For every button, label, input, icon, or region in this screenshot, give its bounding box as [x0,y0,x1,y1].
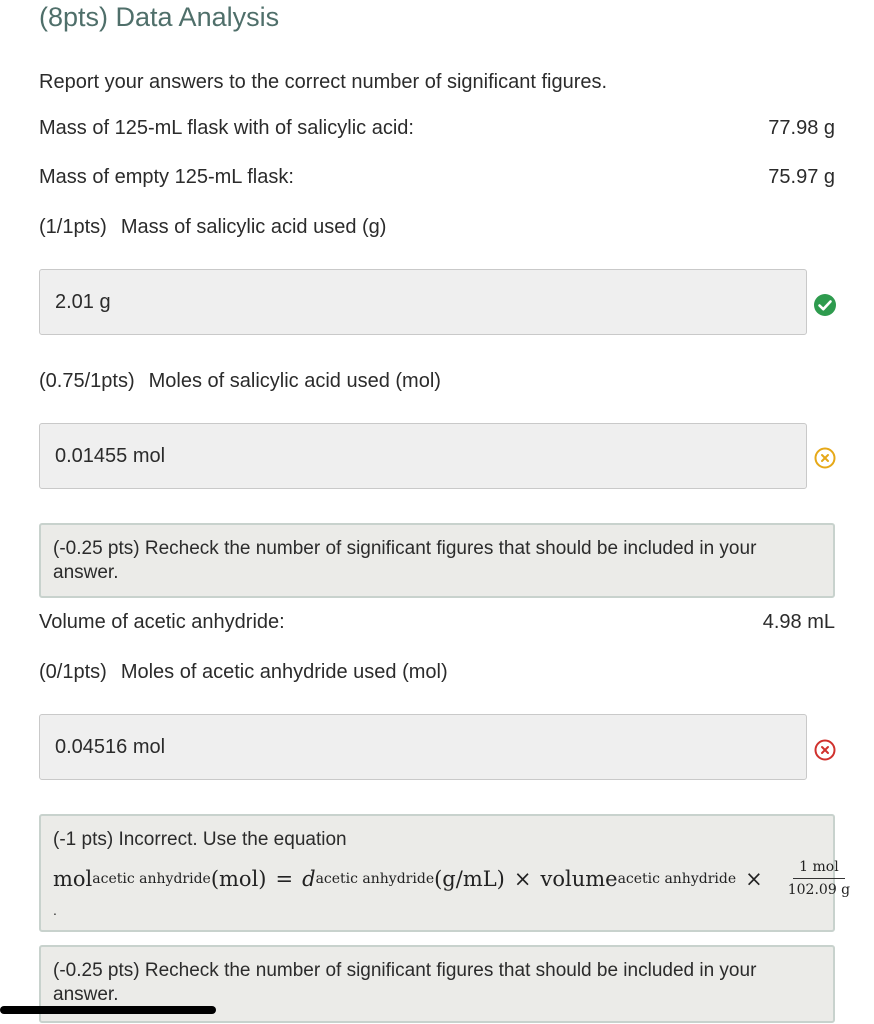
eq-lhs-sub: acetic anhydride [92,870,211,887]
answer-input-moles-salicylic[interactable] [39,423,807,489]
eq-fraction-denominator: 102.09 g [787,882,851,898]
eq-density-sub: acetic anhydride [315,870,435,887]
question-label: Moles of salicylic acid used (mol) [148,370,441,392]
eq-volume: volume [540,866,618,891]
eq-volume-sub: acetic anhydride [617,870,737,887]
given-label: Mass of 125-mL flask with of salicylic acid: [39,117,414,139]
eq-times-2: × [745,866,763,891]
eq-lhs: mol [53,866,93,891]
section-title: (8pts) Data Analysis [39,2,280,32]
eq-equals: = [275,866,294,891]
feedback-incorrect-equation [39,814,851,932]
question-mass-salicylic [39,216,386,239]
feedback-text: (-0.25 pts) Recheck the number of significant figures that should be included in your answer. [53,960,757,1005]
question-moles-acetic [39,661,448,684]
question-label: Moles of acetic anhydride used (mol) [120,661,448,683]
answer-value: 0.04516 mol [55,735,166,758]
eq-times: × [513,866,532,891]
feedback-text: (-1 pts) Incorrect. Use the equation [53,829,347,850]
question-points: (0.75/1pts) [39,370,135,392]
answer-value: 0.01455 mol [55,444,166,467]
answer-value: 2.01 g [55,290,111,313]
answer-input-moles-acetic[interactable] [39,714,807,780]
given-flask-with-acid [39,117,835,140]
given-value: 77.98 g [768,117,835,139]
given-empty-flask [39,166,835,189]
check-circle-icon [813,293,837,317]
given-label: Volume of acetic anhydride: [39,611,285,633]
eq-trailing-period: . [53,902,57,918]
eq-density: d [302,866,316,891]
eq-lhs-unit: (mol) [210,866,267,891]
question-moles-salicylic [39,370,441,393]
home-indicator[interactable] [0,1006,216,1014]
feedback-text: (-0.25 pts) Recheck the number of significant figures that should be included in your answer. [53,538,757,583]
eq-fraction-numerator: 1 mol [793,858,845,879]
question-points: (0/1pts) [39,661,107,683]
question-label: Mass of salicylic acid used (g) [120,216,387,238]
given-acetic-volume [39,611,835,634]
x-circle-icon [813,738,837,762]
feedback-sig-figs [39,523,835,598]
given-value: 75.97 g [768,166,835,188]
partial-x-circle-icon [813,446,837,470]
equation [53,858,851,899]
answer-input-mass-salicylic[interactable] [39,269,807,335]
question-points: (1/1pts) [39,216,107,238]
eq-density-unit: (g/mL) [434,866,505,891]
given-label: Mass of empty 125-mL flask: [39,166,294,188]
instruction-text: Report your answers to the correct number of significant figures. [39,71,608,93]
given-value: 4.98 mL [762,611,835,633]
eq-fraction [782,858,856,899]
